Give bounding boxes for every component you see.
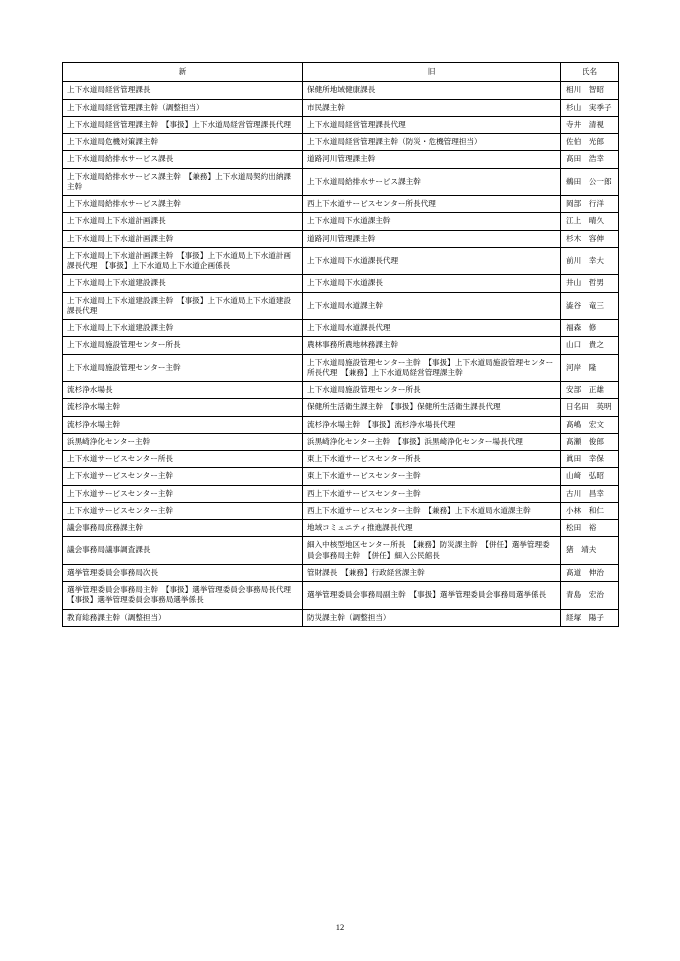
table-row	[63, 502, 619, 519]
table-row	[63, 196, 619, 213]
cell-old-position: 流杉浄水場主幹 【事扱】流杉浄水場長代理	[303, 416, 561, 433]
table-row	[63, 116, 619, 133]
cell-new-position: 上下水道局上下水道計画課主幹 【事扱】上下水道局上下水道計画課長代理 【事扱】上下水道局上下水道企画係長	[63, 247, 303, 275]
table-row	[63, 82, 619, 99]
cell-old-position: 西上下水道サービスセンター所長代理	[303, 196, 561, 213]
cell-person-name: 杉山 実季子	[561, 99, 619, 116]
cell-old-position: 地域コミュニティ推進課長代理	[303, 520, 561, 537]
cell-old-position: 保健所生活衛生課主幹 【事扱】保健所生活衛生課長代理	[303, 399, 561, 416]
cell-new-position: 上下水道サービスセンター主幹	[63, 502, 303, 519]
table-row	[63, 230, 619, 247]
cell-old-position: 浜黒崎浄化センター主幹 【事扱】浜黒崎浄化センター場長代理	[303, 433, 561, 450]
cell-person-name: 前川 幸大	[561, 247, 619, 275]
cell-old-position: 細入中核型地区センター所長 【兼務】防災課主幹 【併任】選挙管理委員会事務局主幹 【併任】細入公民館長	[303, 537, 561, 565]
table-row	[63, 292, 619, 320]
cell-person-name: 鵜田 公一郎	[561, 168, 619, 196]
table-row	[63, 485, 619, 502]
cell-old-position: 選挙管理委員会事務局副主幹 【事扱】選挙管理委員会事務局選挙係長	[303, 582, 561, 610]
page-number: 12	[335, 922, 345, 932]
cell-new-position: 流杉浄水場主幹	[63, 399, 303, 416]
table-row	[63, 609, 619, 626]
cell-old-position: 上下水道局経営管理課主幹（防災・危機管理担当）	[303, 134, 561, 151]
cell-person-name: 眞田 幸保	[561, 451, 619, 468]
cell-old-position: 東上下水道サービスセンター所長	[303, 451, 561, 468]
table-row	[63, 468, 619, 485]
roster-table-wrapper	[62, 62, 618, 627]
cell-new-position: 上下水道局危機対策課主幹	[63, 134, 303, 151]
cell-new-position: 上下水道サービスセンター主幹	[63, 468, 303, 485]
cell-new-position: 上下水道局上下水道建設課長	[63, 275, 303, 292]
cell-new-position: 選挙管理委員会事務局主幹 【事扱】選挙管理委員会事務局長代理 【事扱】選挙管理委員会事務局選挙係長	[63, 582, 303, 610]
cell-person-name: 安部 正雄	[561, 382, 619, 399]
table-row	[63, 582, 619, 610]
cell-new-position: 上下水道局経営管理課主幹 【事扱】上下水道局経営管理課長代理	[63, 116, 303, 133]
cell-old-position: 防災課主幹（調整担当）	[303, 609, 561, 626]
cell-new-position: 議会事務局庶務課主幹	[63, 520, 303, 537]
table-row	[63, 537, 619, 565]
cell-old-position: 西上下水道サービスセンター主幹 【兼務】上下水道局水道課主幹	[303, 502, 561, 519]
table-row	[63, 320, 619, 337]
cell-new-position: 上下水道局上下水道建設課主幹 【事扱】上下水道局上下水道建設課長代理	[63, 292, 303, 320]
table-row	[63, 354, 619, 382]
cell-new-position: 上下水道局上下水道建設課主幹	[63, 320, 303, 337]
cell-new-position: 議会事務局議事調査課長	[63, 537, 303, 565]
cell-new-position: 上下水道局給排水サービス課主幹	[63, 196, 303, 213]
cell-old-position: 上下水道局施設管理センター主幹 【事扱】上下水道局施設管理センター所長代理 【兼務】上下水道局経営管理課主幹	[303, 354, 561, 382]
column-header-name: 氏名	[561, 63, 619, 82]
personnel-roster-table	[62, 62, 619, 627]
cell-person-name: 井山 哲男	[561, 275, 619, 292]
table-row	[63, 416, 619, 433]
cell-old-position: 道路河川管理課主幹	[303, 230, 561, 247]
cell-person-name: 岡部 行洋	[561, 196, 619, 213]
cell-old-position: 上下水道局水道課主幹	[303, 292, 561, 320]
cell-new-position: 上下水道局上下水道計画課主幹	[63, 230, 303, 247]
cell-person-name: 山﨑 弘昭	[561, 468, 619, 485]
cell-old-position: 道路河川管理課主幹	[303, 151, 561, 168]
cell-old-position: 上下水道局下水道課長	[303, 275, 561, 292]
cell-person-name: 髙田 浩幸	[561, 151, 619, 168]
table-row	[63, 99, 619, 116]
cell-new-position: 選挙管理委員会事務局次長	[63, 564, 303, 581]
table-row	[63, 275, 619, 292]
cell-old-position: 農林事務所農地林務課主幹	[303, 337, 561, 354]
table-row	[63, 151, 619, 168]
table-row	[63, 451, 619, 468]
table-header-row	[63, 63, 619, 82]
cell-new-position: 上下水道サービスセンター所長	[63, 451, 303, 468]
cell-new-position: 上下水道局給排水サービス課長	[63, 151, 303, 168]
table-row	[63, 213, 619, 230]
cell-person-name: 澁谷 竜三	[561, 292, 619, 320]
table-row	[63, 520, 619, 537]
cell-old-position: 上下水道局経営管理課長代理	[303, 116, 561, 133]
cell-person-name: 小林 和仁	[561, 502, 619, 519]
cell-new-position: 上下水道サービスセンター主幹	[63, 485, 303, 502]
cell-person-name: 佐伯 光郎	[561, 134, 619, 151]
cell-new-position: 浜黒崎浄化センター主幹	[63, 433, 303, 450]
column-header-new: 新	[63, 63, 303, 82]
cell-new-position: 流杉浄水場主幹	[63, 416, 303, 433]
cell-person-name: 日名田 英明	[561, 399, 619, 416]
cell-old-position: 上下水道局施設管理センター所長	[303, 382, 561, 399]
cell-old-position: 上下水道局給排水サービス課主幹	[303, 168, 561, 196]
cell-old-position: 保健所地域健康課長	[303, 82, 561, 99]
table-row	[63, 382, 619, 399]
table-row	[63, 337, 619, 354]
table-row	[63, 433, 619, 450]
cell-new-position: 流杉浄水場長	[63, 382, 303, 399]
cell-person-name: 猪 靖夫	[561, 537, 619, 565]
cell-person-name: 経塚 陽子	[561, 609, 619, 626]
cell-person-name: 古川 昌幸	[561, 485, 619, 502]
cell-new-position: 上下水道局上下水道計画課長	[63, 213, 303, 230]
cell-person-name: 髙嶋 宏文	[561, 416, 619, 433]
cell-person-name: 髙道 伸治	[561, 564, 619, 581]
cell-new-position: 上下水道局経営管理課長	[63, 82, 303, 99]
cell-new-position: 上下水道局施設管理センター主幹	[63, 354, 303, 382]
table-row	[63, 564, 619, 581]
cell-old-position: 西上下水道サービスセンター主幹	[303, 485, 561, 502]
table-body	[63, 82, 619, 627]
cell-new-position: 上下水道局経営管理課主幹（調整担当）	[63, 99, 303, 116]
cell-old-position: 東上下水道サービスセンター主幹	[303, 468, 561, 485]
cell-person-name: 杉木 容伸	[561, 230, 619, 247]
cell-old-position: 上下水道局水道課長代理	[303, 320, 561, 337]
cell-person-name: 江上 晴久	[561, 213, 619, 230]
cell-person-name: 河岸 隆	[561, 354, 619, 382]
cell-old-position: 上下水道局下水道課長代理	[303, 247, 561, 275]
cell-person-name: 青島 宏治	[561, 582, 619, 610]
cell-old-position: 市民課主幹	[303, 99, 561, 116]
cell-person-name: 福森 修	[561, 320, 619, 337]
cell-new-position: 上下水道局給排水サービス課主幹 【兼務】上下水道局契約出納課主幹	[63, 168, 303, 196]
cell-old-position: 上下水道局下水道課主幹	[303, 213, 561, 230]
cell-new-position: 教育総務課主幹（調整担当）	[63, 609, 303, 626]
table-row	[63, 168, 619, 196]
cell-person-name: 山口 貴之	[561, 337, 619, 354]
cell-person-name: 寺井 清視	[561, 116, 619, 133]
table-row	[63, 247, 619, 275]
cell-old-position: 管財課長 【兼務】行政経営課主幹	[303, 564, 561, 581]
cell-new-position: 上下水道局施設管理センター所長	[63, 337, 303, 354]
cell-person-name: 相川 智昭	[561, 82, 619, 99]
cell-person-name: 松田 裕	[561, 520, 619, 537]
cell-person-name: 髙瀬 俊郎	[561, 433, 619, 450]
table-row	[63, 399, 619, 416]
table-row	[63, 134, 619, 151]
column-header-old: 旧	[303, 63, 561, 82]
